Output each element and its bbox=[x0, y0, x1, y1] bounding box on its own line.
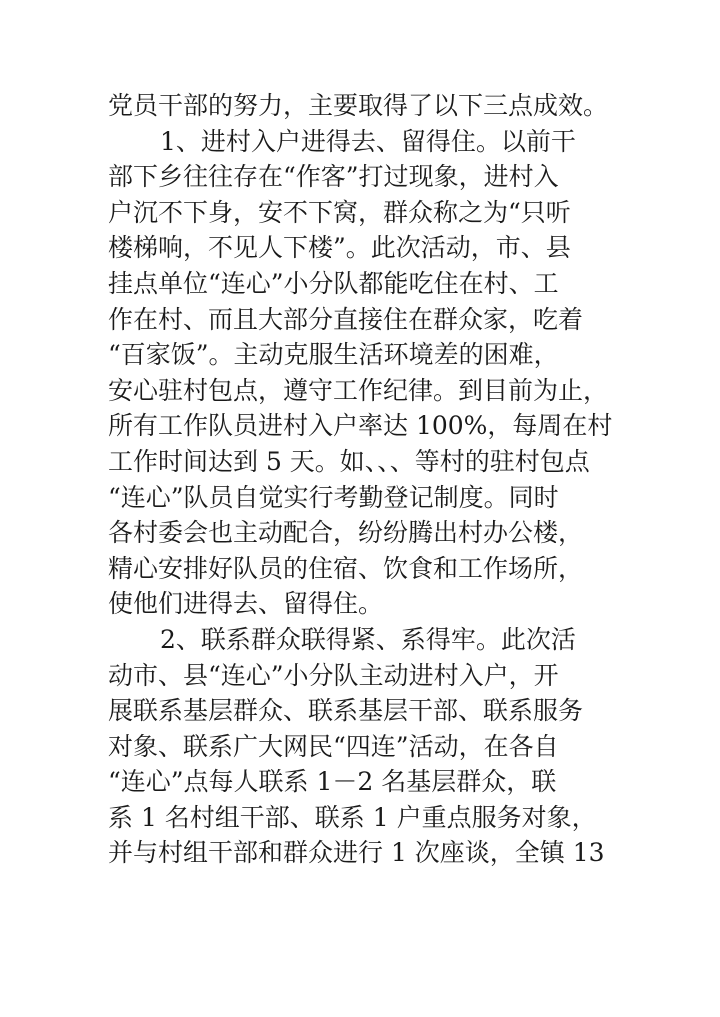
text-line: 动市、县“连心”小分队主动进村入户，开 bbox=[108, 660, 559, 690]
text-line: 对象、联系广大网民“四连”活动，在各自 bbox=[108, 731, 559, 761]
text-line: 挂点单位“连心”小分队都能吃住在村、工 bbox=[108, 268, 559, 298]
text-line: 安心驻村包点，遵守工作纪律。到目前为止， bbox=[108, 375, 609, 405]
text-line: 党员干部的努力，主要取得了以下三点成效。 bbox=[108, 91, 609, 120]
text-line: 工作时间达到 5 天。如、、、等村的驻村包点 bbox=[108, 446, 590, 476]
text-line: “连心”点每人联系 1－2 名基层群众，联 bbox=[108, 767, 557, 797]
text-line: 使他们进得去、留得住。 bbox=[108, 589, 384, 619]
text-line: 展联系基层群众、联系基层干部、联系服务 bbox=[108, 696, 584, 726]
document-body bbox=[108, 88, 628, 871]
text-line: 所有工作队员进村入户率达 100%，每周在村 bbox=[108, 411, 613, 441]
paragraph-1-first-line: 1、进村入户进得去、留得住。以前干 bbox=[160, 126, 576, 156]
text-line: 部下乡往往存在“作客”打过现象，进村入 bbox=[108, 162, 559, 192]
text-line: 并与村组干部和群众进行 1 次座谈，全镇 13 bbox=[108, 838, 605, 868]
text-line: 精心安排好队员的住宿、饮食和工作场所， bbox=[108, 553, 584, 583]
text-line: “百家饭”。主动克服生活环境差的困难， bbox=[108, 340, 559, 370]
text-line: 户沉不下身，安不下窝，群众称之为“只听 bbox=[108, 197, 571, 227]
text-line: 系 1 名村组干部、联系 1 户重点服务对象， bbox=[108, 802, 597, 832]
paragraph-2-first-line: 2、联系群众联得紧、系得牢。此次活 bbox=[160, 624, 576, 654]
text-line: 作在村、而且大部分直接住在群众家，吃着 bbox=[108, 304, 584, 334]
text-line: “连心”队员自觉实行考勤登记制度。同时 bbox=[108, 482, 559, 512]
text-line: 楼梯响，不见人下楼”。此次活动，市、县 bbox=[108, 233, 571, 263]
text-line: 各村委会也主动配合，纷纷腾出村办公楼， bbox=[108, 518, 584, 548]
